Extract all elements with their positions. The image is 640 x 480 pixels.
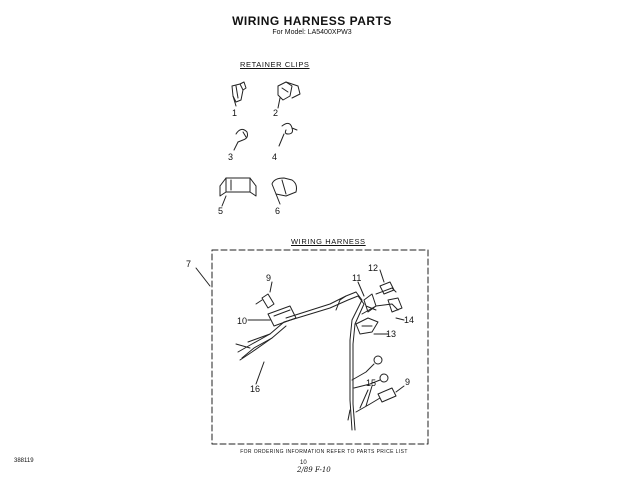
- page-title: WIRING HARNESS PARTS: [232, 14, 392, 28]
- callout-6: 6: [275, 206, 281, 216]
- harness-dashed-box: [212, 250, 428, 444]
- retainer-clip-5-illustration: [220, 178, 256, 206]
- retainer-clip-6-illustration: [272, 178, 297, 204]
- page-number: 10: [300, 460, 307, 466]
- callout-2: 2: [273, 108, 279, 118]
- model-subtitle: For Model: LA5400XPW3: [272, 29, 352, 36]
- callout-1: 1: [232, 108, 238, 118]
- callout-7: 7: [186, 259, 192, 269]
- callout-11: 11: [352, 273, 362, 283]
- callout-9-lower: 9: [405, 377, 411, 387]
- callout-10: 10: [237, 316, 248, 326]
- retainer-clip-3-illustration: [234, 129, 248, 150]
- callout-4: 4: [272, 152, 278, 162]
- callout-12: 12: [368, 263, 379, 273]
- callout-13: 13: [386, 329, 397, 339]
- wiring-harness-illustration: [236, 282, 402, 430]
- retainer-clip-4-illustration: [279, 123, 297, 146]
- handwritten-note: 2/89 F-10: [297, 466, 331, 474]
- retainer-clips-heading: RETAINER CLIPS: [240, 60, 310, 69]
- callout-16: 16: [250, 384, 261, 394]
- callout-15: 15: [366, 378, 377, 388]
- callout-3: 3: [228, 152, 234, 162]
- callout-5: 5: [218, 206, 224, 216]
- callout-9-upper: 9: [266, 273, 272, 283]
- retainer-clip-1-illustration: [232, 82, 246, 106]
- document-number: 388119: [14, 458, 34, 464]
- wiring-harness-heading: WIRING HARNESS: [291, 237, 366, 246]
- callout-14: 14: [404, 315, 415, 325]
- retainer-clip-2-illustration: [278, 82, 300, 108]
- ordering-note: FOR ORDERING INFORMATION REFER TO PARTS PRICE LIST: [240, 449, 408, 455]
